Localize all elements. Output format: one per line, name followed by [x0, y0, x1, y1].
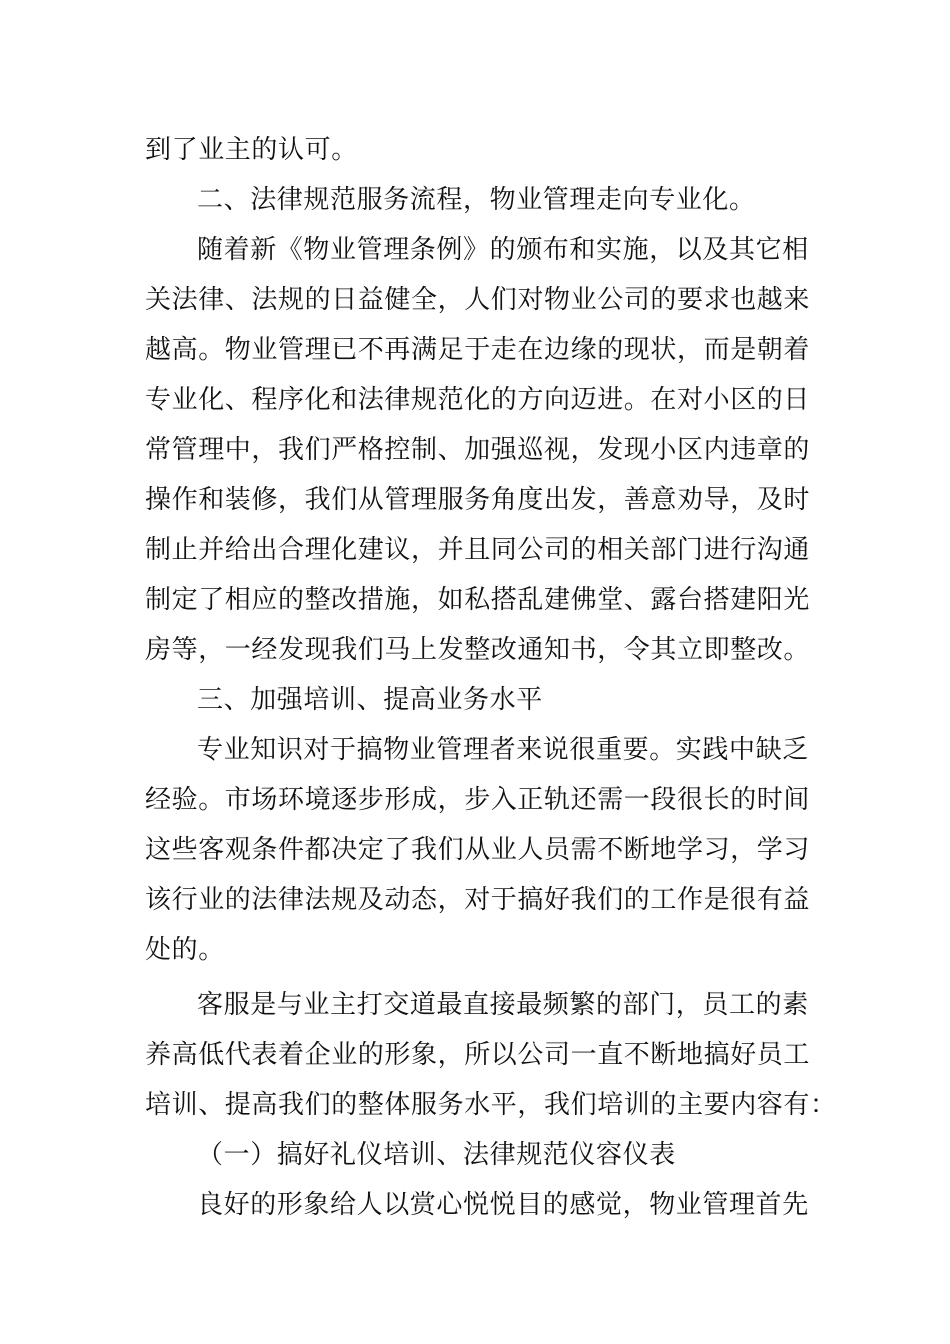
paragraph-line: 养高低代表着企业的形象，所以公司一直不断地搞好员工 [145, 1040, 811, 1070]
section-heading: 三、加强培训、提高业务水平 [197, 685, 543, 715]
paragraph-line: 制止并给出合理化建议，并且同公司的相关部门进行沟通 [145, 535, 811, 565]
paragraph-line: 培训、提高我们的整体服务水平，我们培训的主要内容有： [145, 1090, 837, 1120]
section-heading: 二、法律规范服务流程，物业管理走向专业化。 [197, 185, 756, 215]
paragraph-line: 专业化、程序化和法律规范化的方向迈进。在对小区的日 [145, 385, 811, 415]
paragraph-line: 越高。物业管理已不再满足于走在边缘的现状，而是朝着 [145, 335, 811, 365]
paragraph-line: 客服是与业主打交道最直接最频繁的部门，员工的素 [197, 990, 809, 1020]
paragraph-line: 房等，一经发现我们马上发整改通知书，令其立即整改。 [145, 635, 811, 665]
paragraph-line: 随着新《物业管理条例》的颁布和实施，以及其它相 [197, 235, 809, 265]
paragraph-line: 制定了相应的整改措施，如私搭乱建佛堂、露台搭建阳光 [145, 585, 811, 615]
paragraph-line: 这些客观条件都决定了我们从业人员需不断地学习，学习 [145, 835, 811, 865]
paragraph-line: 该行业的法律法规及动态，对于搞好我们的工作是很有益 [145, 885, 811, 915]
paragraph-line: 良好的形象给人以赏心悦悦目的感觉，物业管理首先 [197, 1190, 809, 1220]
paragraph-line: 经验。市场环境逐步形成，步入正轨还需一段很长的时间 [145, 785, 811, 815]
section-heading: （一）搞好礼仪培训、法律规范仪容仪表 [197, 1140, 676, 1170]
paragraph-line: 关法律、法规的日益健全，人们对物业公司的要求也越来 [145, 285, 811, 315]
paragraph-line: 操作和装修，我们从管理服务角度出发，善意劝导，及时 [145, 485, 811, 515]
paragraph-line: 处的。 [145, 935, 225, 965]
paragraph-line: 常管理中，我们严格控制、加强巡视，发现小区内违章的 [145, 435, 811, 465]
paragraph-line: 到了业主的认可。 [145, 135, 358, 165]
paragraph-line: 专业知识对于搞物业管理者来说很重要。实践中缺乏 [197, 735, 809, 765]
